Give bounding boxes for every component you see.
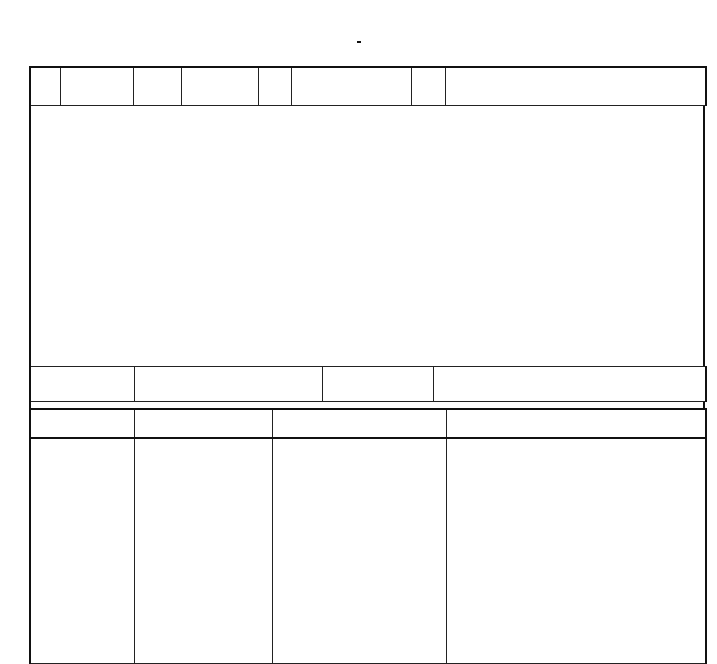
method-value <box>134 367 322 402</box>
subfield-value <box>181 67 258 106</box>
col-main-item <box>134 409 272 438</box>
page-title <box>0 10 717 41</box>
period-value <box>445 67 706 106</box>
col-subject <box>30 409 134 438</box>
detail-cell <box>446 438 706 664</box>
job-description-block <box>29 106 705 366</box>
period-label <box>411 67 445 106</box>
items-table <box>29 408 707 664</box>
subfield-label <box>133 67 181 106</box>
method-table <box>29 366 707 402</box>
sub-item-1 <box>273 439 446 543</box>
time-label <box>322 367 433 402</box>
time-value <box>433 367 706 402</box>
field-label <box>30 67 60 106</box>
subject-cell <box>30 438 134 664</box>
cert-value <box>291 67 411 106</box>
field-value <box>60 67 133 106</box>
main-item-cell <box>134 438 272 664</box>
col-detail-item <box>446 409 706 438</box>
detail-group-1 <box>447 439 706 539</box>
table-row <box>30 438 706 664</box>
col-sub-item <box>272 409 446 438</box>
header-table <box>29 66 707 106</box>
sub-item-cell <box>272 438 446 664</box>
method-label <box>30 367 134 402</box>
cert-label <box>258 67 291 106</box>
